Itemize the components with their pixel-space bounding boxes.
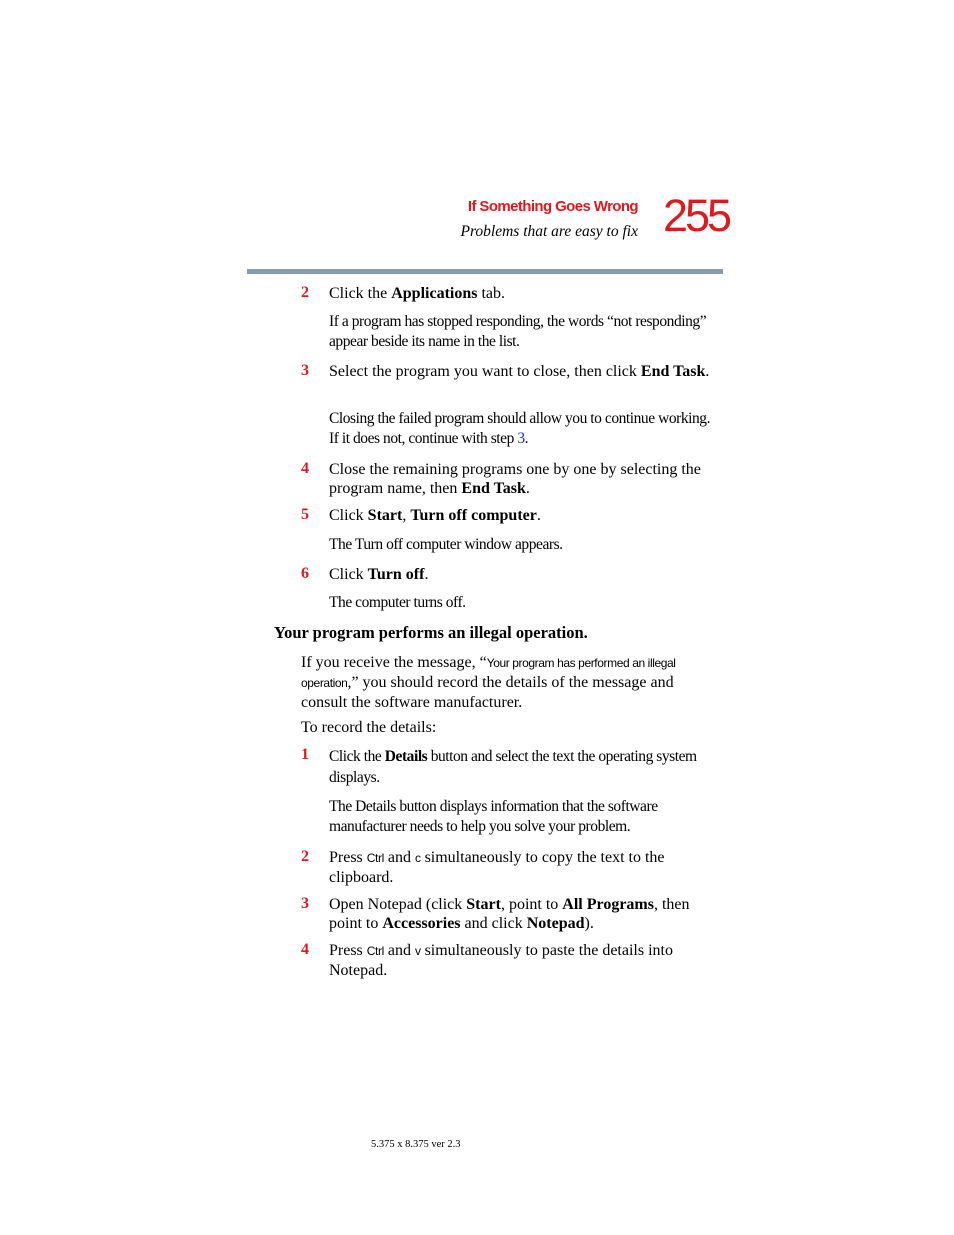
footer-version: 5.375 x 8.375 ver 2.3 — [371, 1139, 461, 1150]
step-number: 6 — [301, 565, 309, 582]
page-number: 255 — [663, 190, 730, 241]
step-number: 3 — [301, 895, 309, 912]
step-number: 2 — [301, 848, 309, 865]
step-text: Click Start, Turn off computer. — [329, 507, 541, 524]
section-subtitle: Problems that are easy to fix — [460, 223, 638, 240]
step-3-link[interactable]: 3 — [517, 430, 525, 447]
step-text: Select the program you want to close, then click End Task. — [329, 363, 710, 380]
step-text: Close the remaining programs one by one by selecting the program name, then End Task. — [329, 461, 701, 497]
step-text: Open Notepad (click Start, point to All Programs, then point to Accessories and click Notepad). — [329, 896, 690, 932]
record-intro: To record the details: — [301, 719, 437, 736]
step-note: The computer turns off. — [329, 594, 466, 611]
step-text: Click the Details button and select the text the operating system displays. — [329, 748, 697, 786]
step-note: If a program has stopped responding, the words “not responding” appear beside its name in the list. — [329, 313, 707, 350]
section-heading: Your program performs an illegal operation. — [274, 623, 588, 642]
step-text: Click the Applications tab. — [329, 285, 506, 302]
step-number: 5 — [301, 506, 309, 523]
section-intro: If you receive the message, “Your program has performed an illegal operation,” you should record the details of the message and consult the software manufacturer. — [301, 654, 676, 711]
step-note: The Details button displays information that the software manufacturer needs to help you solve your problem. — [329, 798, 658, 835]
step-number: 4 — [301, 941, 309, 958]
step-number: 3 — [301, 362, 309, 379]
step-text: Press Ctrl and v simultaneously to paste the details into Notepad. — [329, 942, 673, 979]
chapter-title: If Something Goes Wrong — [467, 198, 638, 215]
step-text: Click Turn off. — [329, 566, 429, 583]
step-number: 1 — [301, 746, 309, 763]
step-number: 4 — [301, 460, 309, 477]
step-note: The Turn off computer window appears. — [329, 536, 563, 553]
step-number: 2 — [301, 284, 309, 301]
header-divider — [247, 269, 723, 274]
step-note: Closing the failed program should allow you to continue working. If it does not, continue with step 3. — [329, 410, 711, 447]
step-text: Press Ctrl and c simultaneously to copy the text to the clipboard. — [329, 849, 665, 886]
